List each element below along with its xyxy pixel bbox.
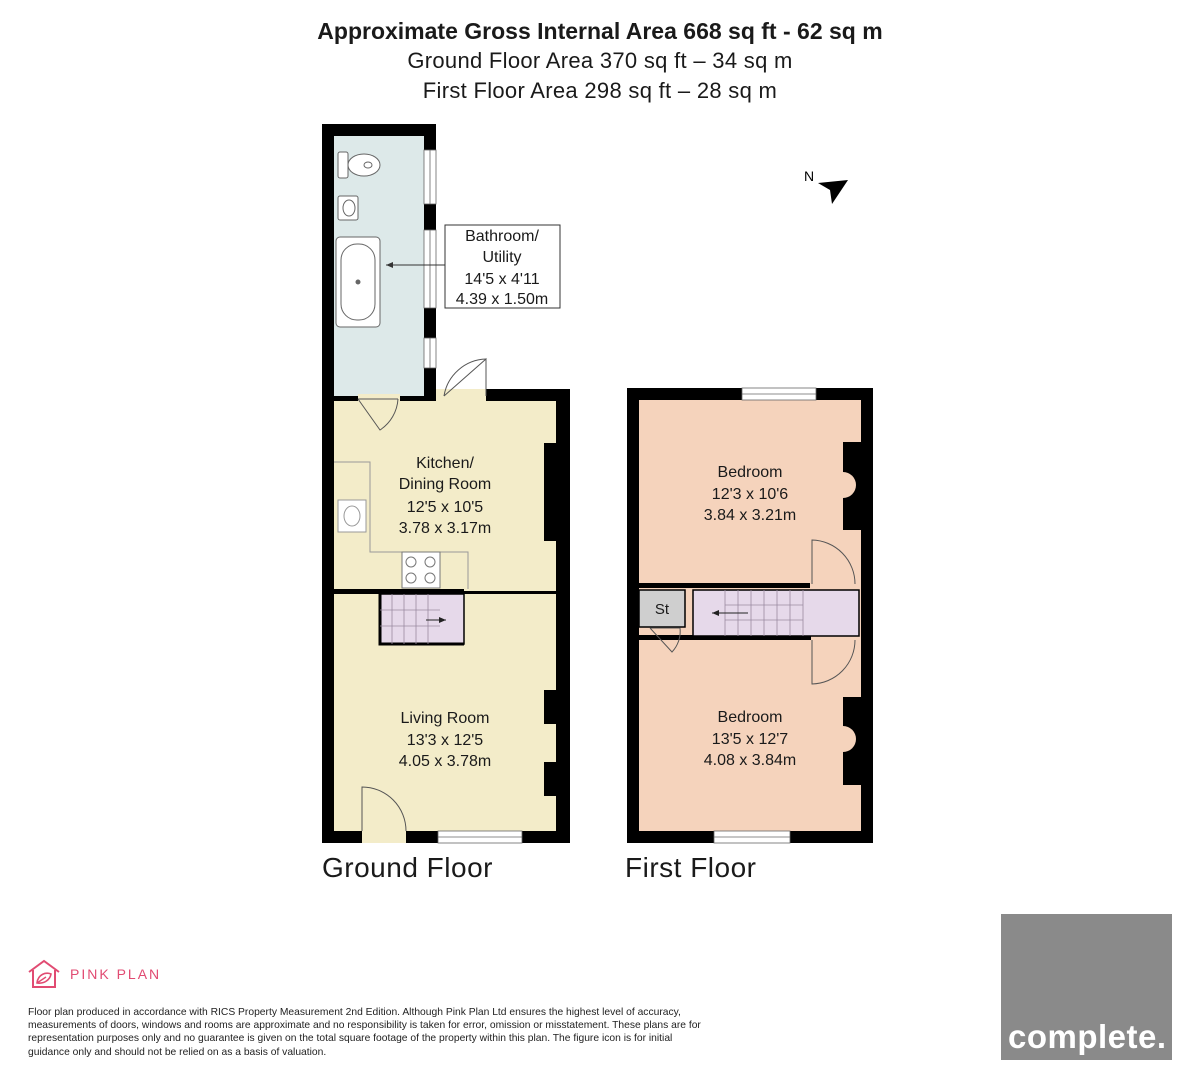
kitchen-name-1: Kitchen/: [416, 455, 474, 472]
bedroom-rear-name: Bedroom: [717, 464, 783, 481]
bedroom-front-metric: 4.08 x 3.84m: [703, 752, 797, 769]
bathroom-name-1: Bathroom/: [465, 228, 539, 245]
bath-icon: [336, 237, 380, 327]
basin-icon: [338, 196, 358, 220]
first-floor-stairs: [693, 590, 859, 636]
kitchen-area: [334, 401, 556, 591]
hob-icon: [402, 552, 440, 588]
store-label: St: [654, 601, 670, 618]
complete-logo: [1001, 914, 1172, 1060]
bedroom-rear-imperial: 12'3 x 10'6: [711, 486, 789, 503]
bathroom-metric: 4.39 x 1.50m: [455, 291, 549, 308]
bedroom-front-name: Bedroom: [717, 709, 783, 726]
kitchen-imperial: 12'5 x 10'5: [406, 499, 484, 516]
disclaimer-text: Floor plan produced in accordance with RICS Property Measurement 2nd Edition. Although Pink Plan Ltd ensures the highest level of accuracy, measurements of doors, windows and rooms are approximate and no responsibility is taken for error, omission or misstatement. These plans are for representation purposes only and no guarantee is given on the total square footage of the property within this plan. The figure icon is for initial guidance only and should not be relied on as a basis of valuation.: [28, 1007, 701, 1058]
area-title: Approximate Gross Internal Area 668 sq ft - 62 sq m: [317, 18, 883, 44]
first-floor-area: First Floor Area 298 sq ft – 28 sq m: [422, 78, 778, 103]
bedroom-front-imperial: 13'5 x 12'7: [711, 731, 789, 748]
living-imperial: 13'3 x 12'5: [406, 732, 484, 749]
svg-text:N: N: [803, 168, 815, 184]
pink-plan-name: PINK PLAN: [70, 966, 162, 982]
living-name: Living Room: [400, 710, 490, 727]
bathroom-name-2: Utility: [482, 249, 522, 266]
complete-logo-text: complete.: [1008, 1018, 1167, 1055]
ground-floor-stairs: [380, 594, 464, 644]
kitchen-metric: 3.78 x 3.17m: [398, 520, 492, 537]
first-floor-plan: [627, 388, 873, 843]
ground-floor-label: Ground Floor: [322, 852, 493, 883]
toilet-icon: [338, 152, 380, 178]
ground-floor-area: Ground Floor Area 370 sq ft – 34 sq m: [407, 48, 793, 73]
kitchen-name-2: Dining Room: [398, 476, 492, 493]
ground-floor-plan: [322, 124, 570, 843]
first-floor-label: First Floor: [625, 852, 757, 883]
north-compass-icon: [804, 168, 848, 204]
living-metric: 4.05 x 3.78m: [398, 753, 492, 770]
pink-plan-logo-icon: [26, 958, 62, 990]
bathroom-imperial: 14'5 x 4'11: [464, 271, 540, 288]
bedroom-rear-metric: 3.84 x 3.21m: [703, 507, 797, 524]
pink-plan-brand: [26, 958, 161, 990]
